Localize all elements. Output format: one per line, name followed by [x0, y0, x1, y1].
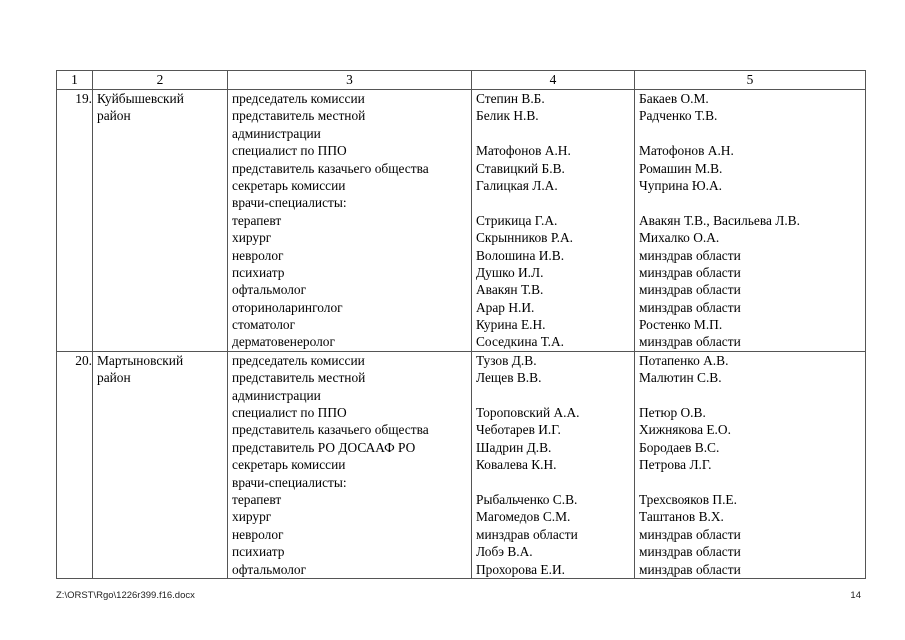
table-header-row	[57, 71, 866, 90]
reserve-line	[639, 194, 865, 211]
member-line: Авакян Т.В.	[476, 282, 544, 298]
role-line: дерматовенеролог	[232, 334, 335, 350]
member-line	[476, 194, 634, 211]
role-line: секретарь комиссии	[232, 457, 346, 473]
column-header-5: 5	[635, 71, 866, 90]
row-number: 19.	[57, 90, 93, 352]
member-line: Матофонов А.Н.	[476, 143, 571, 159]
member-line: Лещев В.В.	[476, 370, 542, 386]
reserve-line: Таштанов В.Х.	[639, 509, 724, 525]
commission-table	[56, 70, 866, 579]
reserve-line: минздрав области	[639, 544, 741, 560]
reserve-line: минздрав области	[639, 526, 741, 542]
role-line: офтальмолог	[232, 282, 307, 298]
reserve-line: Потапенко А.В.	[639, 352, 729, 368]
role-line: психиатр	[232, 544, 285, 560]
role-line: представитель РО ДОСААФ РО	[232, 439, 416, 455]
member-line: Степин В.Б.	[476, 91, 545, 106]
reserve-line	[639, 387, 865, 404]
role-line: хирург	[232, 230, 272, 246]
reserve-line: Радченко Т.В.	[639, 108, 718, 124]
reserve-line: Чуприна Ю.А.	[639, 177, 723, 193]
role-line: председатель комиссии	[232, 352, 365, 368]
role-line: представитель казачьего общества	[232, 422, 429, 438]
role-line: врачи-специалисты:	[232, 474, 347, 490]
role-line: оториноларинголог	[232, 299, 343, 315]
footer-file-path: Z:\ORST\Rgo\1226r399.f16.docx	[56, 590, 195, 601]
role-line: администрации	[232, 125, 321, 141]
member-line: Скрынников Р.А.	[476, 230, 573, 246]
member-line: Прохорова Е.И.	[476, 561, 565, 577]
reserve-line	[639, 474, 865, 491]
role-line: психиатр	[232, 264, 285, 280]
member-line: Чеботарев И.Г.	[476, 422, 561, 438]
district-line: район	[97, 108, 131, 124]
role-line: стоматолог	[232, 317, 296, 333]
member-line: Белик Н.В.	[476, 108, 539, 124]
role-line: невролог	[232, 526, 284, 542]
reserve-line: минздрав области	[639, 334, 741, 350]
member-line: Стрикица Г.А.	[476, 212, 558, 228]
reserves-cell	[635, 351, 866, 578]
reserve-line: минздрав области	[639, 247, 741, 263]
member-line: Соседкина Т.А.	[476, 334, 564, 350]
member-line: Лобэ В.А.	[476, 544, 533, 560]
reserve-line: Бакаев О.М.	[639, 91, 709, 106]
role-line: терапевт	[232, 212, 282, 228]
roles-cell	[228, 351, 472, 578]
column-header-2: 2	[93, 71, 228, 90]
reserve-line: минздрав области	[639, 561, 741, 577]
members-cell	[472, 90, 635, 352]
member-line: Тузов Д.В.	[476, 352, 537, 368]
district-cell	[93, 351, 228, 578]
members-cell	[472, 351, 635, 578]
district-cell	[93, 90, 228, 352]
role-line: председатель комиссии	[232, 91, 365, 106]
column-header-3: 3	[228, 71, 472, 90]
reserve-line: Бородаев В.С.	[639, 439, 720, 455]
member-line	[476, 387, 634, 404]
reserve-line: Михалко О.А.	[639, 230, 720, 246]
reserve-line: минздрав области	[639, 264, 741, 280]
member-line: Ставицкий Б.В.	[476, 160, 565, 176]
member-line: Душко И.Л.	[476, 264, 544, 280]
role-line: специалист по ППО	[232, 405, 347, 421]
member-line	[476, 125, 634, 142]
role-line: специалист по ППО	[232, 143, 347, 159]
role-line: администрации	[232, 387, 321, 403]
member-line: Курина Е.Н.	[476, 317, 546, 333]
reserve-line: Малютин С.В.	[639, 370, 722, 386]
member-line: Шадрин Д.В.	[476, 439, 552, 455]
roles-cell	[228, 90, 472, 352]
footer-page-number: 14	[850, 590, 861, 601]
role-line: представитель местной	[232, 370, 366, 386]
member-line: Галицкая Л.А.	[476, 177, 558, 193]
reserve-line: Авакян Т.В., Васильева Л.В.	[639, 212, 800, 228]
reserves-cell	[635, 90, 866, 352]
member-line: Арар Н.И.	[476, 299, 535, 315]
role-line: врачи-специалисты:	[232, 195, 347, 211]
reserve-line: минздрав области	[639, 282, 741, 298]
district-line: Мартыновский	[97, 352, 184, 368]
reserve-line	[639, 125, 865, 142]
table-row	[57, 351, 866, 578]
member-line: минздрав области	[476, 526, 578, 542]
reserve-line: Петрова Л.Г.	[639, 457, 712, 473]
district-line: район	[97, 370, 131, 386]
role-line: секретарь комиссии	[232, 177, 346, 193]
role-line: офтальмолог	[232, 561, 307, 577]
role-line: хирург	[232, 509, 272, 525]
row-number: 20.	[57, 351, 93, 578]
table-body	[57, 90, 866, 579]
table-row	[57, 90, 866, 352]
reserve-line: Петюр О.В.	[639, 405, 706, 421]
member-line: Волошина И.В.	[476, 247, 565, 263]
member-line: Ковалева К.Н.	[476, 457, 557, 473]
member-line	[476, 474, 634, 491]
reserve-line: Хижнякова Е.О.	[639, 422, 731, 438]
reserve-line: минздрав области	[639, 299, 741, 315]
role-line: представитель местной	[232, 108, 366, 124]
reserve-line: Трехсвояков П.Е.	[639, 491, 737, 507]
district-line: Куйбышевский	[97, 91, 184, 106]
member-line: Тороповский А.А.	[476, 405, 580, 421]
reserve-line: Матофонов А.Н.	[639, 143, 734, 159]
reserve-line: Ромашин М.В.	[639, 160, 723, 176]
role-line: невролог	[232, 247, 284, 263]
member-line: Магомедов С.М.	[476, 509, 571, 525]
role-line: терапевт	[232, 491, 282, 507]
column-header-4: 4	[472, 71, 635, 90]
reserve-line: Ростенко М.П.	[639, 317, 723, 333]
column-header-1: 1	[57, 71, 93, 90]
member-line: Рыбальченко С.В.	[476, 491, 578, 507]
role-line: представитель казачьего общества	[232, 160, 429, 176]
